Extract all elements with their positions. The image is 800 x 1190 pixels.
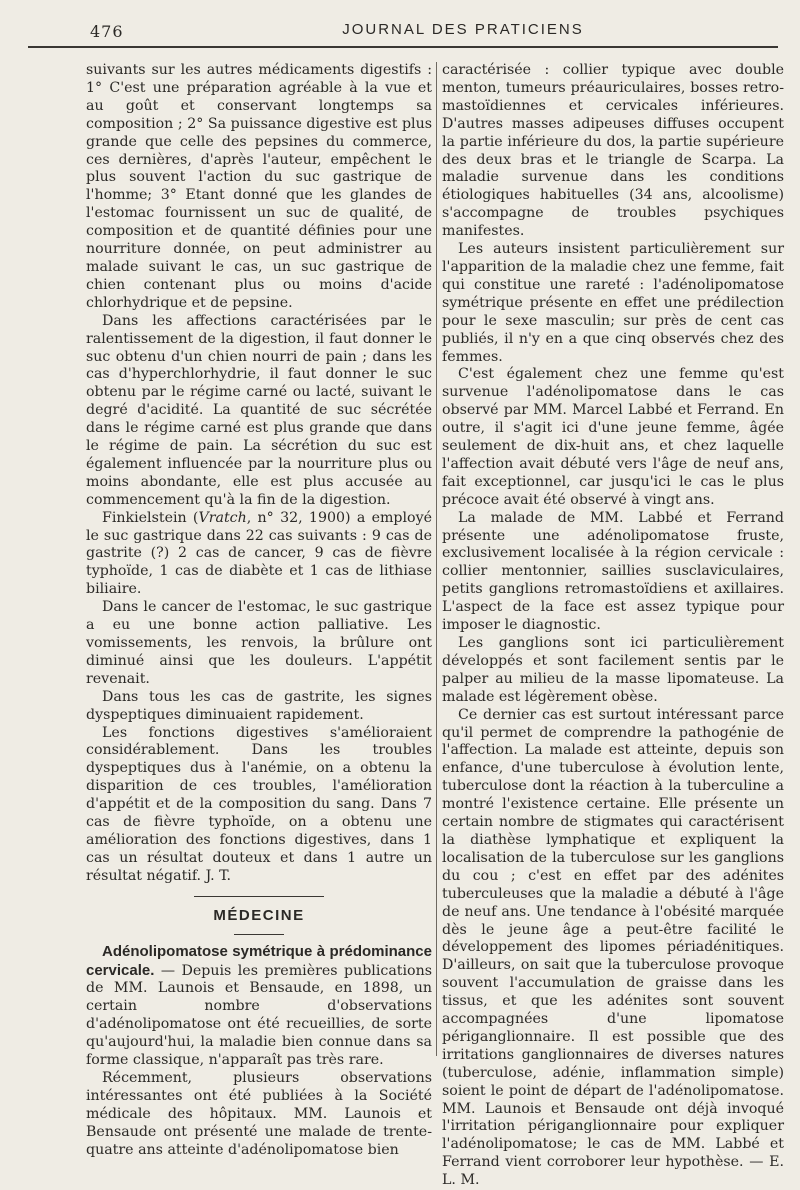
paragraph: suivants sur les autres médicaments digestifs : 1° C'est une préparation agréable à la vue et au goût et conservant longtemps sa composition ; 2° Sa puissance digestive est plus grande que celle des pepsines du commerce, ces dernières, d'après l'auteur, empêchent le plus souvent l'action du suc gastrique de l'homme; 3° Etant donné que les glandes de l'estomac fournissent un suc de qualité, de composition et de quantité définies pour une nourriture donnée, on peut administrer au malade suivant le cas, un suc gastrique de chien contenant plus ou moins d'acide chlorhydrique et de pepsine. <box>86 62 432 311</box>
finkielstein-cont: gastrique dans 22 cas suivants : 9 cas de gastrite (?) 2 cas de cancer, 9 cas de fièvre typhoïde, 1 cas de diabète et 1 cas de lithiase biliaire. <box>86 527 433 598</box>
divider <box>194 896 324 897</box>
paragraph: Les auteurs insistent particulièrement sur l'apparition de la maladie chez une femme, fait qui constitue une rareté : l'adénolipomatose symétrique présente en effet une prédilection pour le sexe masculin; sur près de cent cas publiés, il n'y en a que cinq observés chez des femmes. <box>442 241 784 365</box>
journal-title: JOURNAL DES PRATICIENS <box>342 21 584 38</box>
paragraph: Récemment, plusieurs observations intéressantes ont été publiées à la Société médicale des hôpitaux. MM. Launois et Bensaude ont présenté une malade de trente-quatre ans atteinte d'adénolipomatose bien <box>86 1069 432 1158</box>
paragraph: Dans les affections caractérisées par le ralentissement de la digestion, il faut donner le suc obtenu d'un chien nourri de pain ; dans les cas d'hyperchlorhydrie, il faut donner le suc obtenu par le régime carné ou lacté, suivant le degré d'acidité. La quantité de suc sécrétée dans le régime carné est plus grande que dans le régime de pain. La sécrétion du suc est également influencée par la nourriture plus ou moins abondante, elle est plus accusée au commencement qu'à la fin de la digestion. <box>86 312 432 508</box>
paragraph: C'est également chez une femme qu'est survenue l'adénolipomatose dans le cas observé par MM. Marcel Labbé et Ferrand. En outre, il s'agit ici d'une jeune femme, âgée seulement de dix-huit ans, et chez laquelle l'affection avait débuté vers l'âge de neuf ans, fait exceptionnel, car jusqu'ici le cas le plus précoce avait été observé à vingt ans. <box>442 366 784 508</box>
article-title: Adénolipomatose symétrique à prédominance cervicale. <box>86 942 432 979</box>
column-divider <box>436 62 437 1056</box>
right-column <box>442 62 784 1189</box>
left-column <box>86 62 433 1158</box>
paragraph: Ce dernier cas est surtout intéressant parce qu'il permet de comprendre la pathogénie de l'affection. La malade est atteinte, depuis son enfance, d'une tuberculose à évolution lente, tuberculose dont la réaction à la tuberculine a montré l'existence certaine. Elle présente un certain nombre de stigmates qui caractérisent la diathèse lymphatique et expliquent la localisation de la tuberculose sur les ganglions du cou ; c'est en effet par des adénites tuberculeuses que la maladie a débuté à l'âge de neuf ans. Une tendance à l'obésité marquée dès le jeune âge a peut-être facilité le développement des lipomes périadénitiques. D'ailleurs, on sait que la tuberculose provoque souvent l'accumulation de graisse dans les tissus, et que les adénites sont souvent accompagnées d'une lipomatose périganglionnaire. Il est possible que des irritations ganglionnaires de diverses natures (tuberculose, adénie, inflammation simple) soient le point de départ de l'adénolipomatose. MM. Launois et Bensaude ont déjà invoqué l'irritation périganglionnaire pour expliquer l'adénolipomatose; le cas de MM. Labbé et Ferrand vient corroborer leur hypothèse. — E. L. M. <box>442 706 784 1189</box>
paragraph: Les ganglions sont ici particulièrement développés et sont facilement sentis par le palper au milieu de la masse lipomateuse. La malade est légèrement obèse. <box>442 635 784 705</box>
section-heading <box>86 896 432 935</box>
page-number: 476 <box>90 22 124 41</box>
paragraph: caractérisée : collier typique avec double menton, tumeurs préauriculaires, bosses retro-mastoïdiennes et cervicales inférieures. D'autres masses adipeuses diffuses occupent la partie inférieure du dos, la partie supérieure des deux bras et le triangle de Scarpa. La maladie survenue dans les conditions étiologiques habituelles (34 ans, alcoolisme) s'accompagne de troubles psychiques manifestes. <box>442 62 784 240</box>
paragraph: Dans tous les cas de gastrite, les signes dyspeptiques diminuaient rapidement. <box>86 688 432 723</box>
paragraph: La malade de MM. Labbé et Ferrand présente une adénolipomatose fruste, exclusivement localisée à la région cervicale : collier mentonnier, saillies susclaviculaires, petits ganglions retromastoïdiens et axillaires. L'aspect de la face est assez typique pour imposer le diagnostic. <box>442 509 784 634</box>
finkielstein-lead: Finkielstein ( <box>102 509 199 526</box>
divider <box>234 934 284 935</box>
finkielstein-rest: , n° 32, 1900) a employé le suc <box>86 509 433 544</box>
article-intro: — Depuis les premières publications de MM. Launois et Bensaude, en 1898, un certain nombre d'observations d'adénolipomatose ont été recueillies, de sorte qu'aujourd'hui, la maladie bien connue dans sa forme classique, n'apparaît pas très rare. <box>86 962 432 1069</box>
paragraph: Dans le cancer de l'estomac, le suc gastrique a eu une bonne action palliative. Les vomissements, les renvois, la brûlure ont diminué ainsi que les douleurs. L'appétit revenait. <box>86 599 432 687</box>
article-paragraph <box>86 943 432 1070</box>
section-title: MÉDECINE <box>213 906 305 924</box>
paragraph: Les fonctions digestives s'amélioraient considérablement. Dans les troubles dyspeptiques dus à l'anémie, on a obtenu la disparition de ces troubles, l'amélioration d'appétit et de la composition du sang. Dans 7 cas de fièvre typhoïde, on a obtenu une amélioration des fonctions digestives, dans 1 cas un résultat douteux et dans 1 autre un résultat négatif. J. T. <box>86 724 432 884</box>
journal-citation: Vratch <box>198 509 247 526</box>
paragraph-finkielstein <box>86 510 432 600</box>
page-header <box>28 16 778 48</box>
